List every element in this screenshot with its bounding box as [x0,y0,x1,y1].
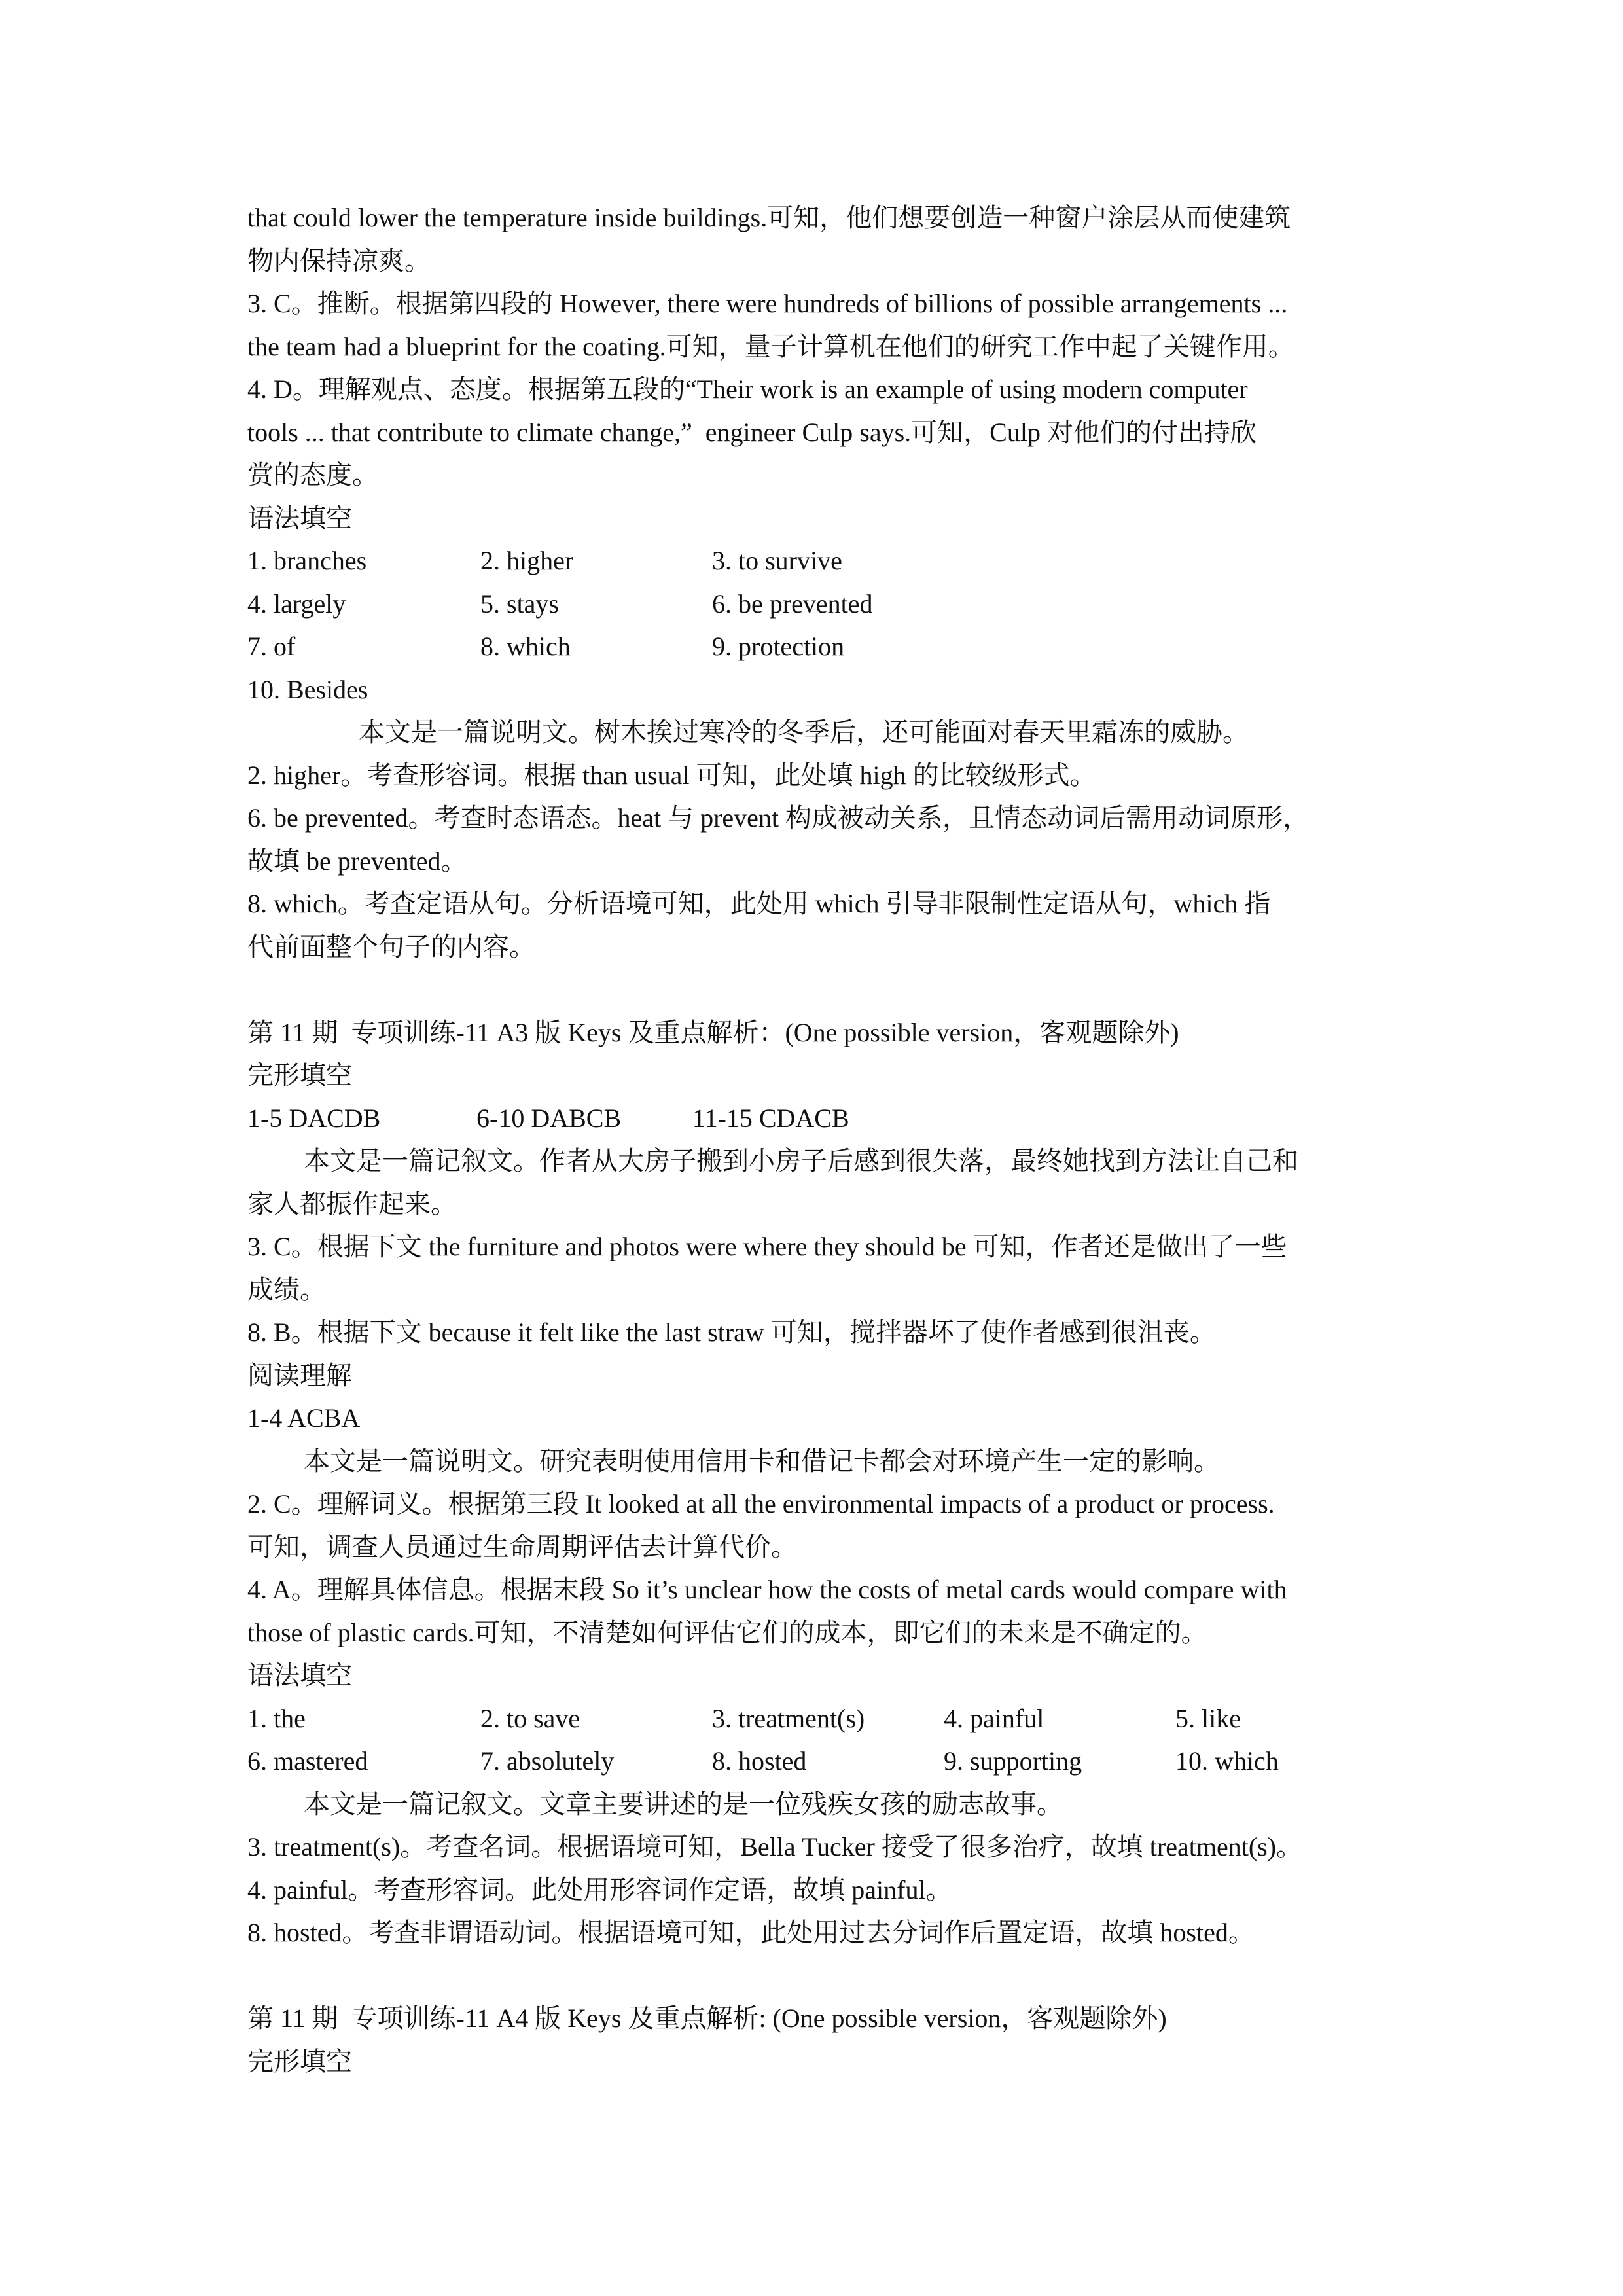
answer-cell: 2. higher [480,546,574,575]
answer-cell: 1-4 ACBA [247,1403,361,1433]
text-line: 8. B。根据下文 because it felt like the last straw 可知，搅拌器坏了使作者感到很沮丧。 [247,1318,1216,1347]
section-heading: 完形填空 [247,2046,352,2076]
text-line: 8. which。考查定语从句。分析语境可知，此处用 which 引导非限制性定语从句，which 指 [247,889,1271,918]
text-line: 成绩。 [247,1274,326,1304]
text-line: 8. hosted。考查非谓语动词。根据语境可知，此处用过去分词作后置定语，故填 hosted。 [247,1918,1255,1947]
summary-line: 本文是一篇说明文。研究表明使用信用卡和借记卡都会对环境产生一定的影响。 [304,1446,1220,1476]
text-line: 4. D。理解观点、态度。根据第五段的“Their work is an example of using modern computer [247,374,1248,404]
text-line: 3. treatment(s)。考查名词。根据语境可知，Bella Tucker 接受了很多治疗，故填 treatment(s)。 [247,1832,1303,1861]
document-page [247,196,1399,2083]
text-line: 4. painful。考查形容词。此处用形容词作定语，故填 painful。 [247,1874,952,1905]
answer-cell: 1. branches [247,546,367,575]
text-line: 物内保持凉爽。 [247,245,431,276]
answer-cell: 8. which [480,632,571,661]
answer-cell: 6-10 DABCB [476,1103,622,1133]
answer-cell: 9. protection [712,632,845,661]
section-heading: 阅读理解 [247,1360,352,1390]
text-line: those of plastic cards.可知，不清楚如何评估它们的成本，即它们的未来是不确定的。 [247,1617,1207,1647]
text-line: the team had a blueprint for the coating.可知，量子计算机在他们的研究工作中起了关键作用。 [247,331,1294,361]
answer-cell: 10. which [1175,1746,1279,1776]
answer-row [247,1097,1399,1140]
answer-cell: 6. be prevented [712,588,873,619]
section-heading: 语法填空 [247,1660,352,1690]
section-heading: 语法填空 [247,503,352,533]
text-line: that could lower the temperature inside buildings.可知，他们想要创造一种窗户涂层从而使建筑 [247,203,1291,232]
answer-cell: 4. largely [247,588,346,619]
answer-cell: 5. stays [480,588,559,619]
answer-cell: 11-15 CDACB [692,1103,849,1133]
summary-line: 本文是一篇记叙文。作者从大房子搬到小房子后感到很失落，最终她找到方法让自己和 [304,1146,1298,1175]
text-line: tools ... that contribute to climate change,” engineer Culp says.可知，Culp 对他们的付出持欣 [247,417,1257,447]
answer-cell: 7. of [247,632,296,661]
answer-cell: 7. absolutely [480,1746,615,1776]
answer-cell: 1-5 DACDB [247,1103,381,1133]
answer-cell: 6. mastered [247,1746,368,1776]
answer-cell: 3. treatment(s) [712,1703,865,1733]
answer-row [247,1697,1399,1740]
section-title: 第 11 期 专项训练-11 A3 版 Keys 及重点解析：(One possible version，客观题除外) [247,1017,1179,1047]
text-line: 故填 be prevented。 [247,846,467,876]
text-line: 3. C。推断。根据第四段的 However, there were hundreds of billions of possible arrangements ... [247,289,1288,318]
summary-line: 本文是一篇说明文。树木挨过寒冷的冬季后，还可能面对春天里霜冻的威胁。 [359,717,1249,747]
answer-cell: 10. Besides [247,674,368,704]
answer-cell: 9. supporting [944,1746,1082,1776]
answer-cell: 3. to survive [712,546,842,575]
answer-cell: 5. like [1175,1703,1241,1733]
answer-row [247,583,1399,626]
text-line: 赏的态度。 [247,460,378,490]
text-line: 4. A。理解具体信息。根据末段 So it’s unclear how the costs of metal cards would compare with [247,1575,1287,1604]
answer-row [247,1740,1399,1783]
text-line: 6. be prevented。考查时态语态。heat 与 prevent 构成被动关系，且情态动词后需用动词原形， [247,803,1310,833]
summary-line: 本文是一篇记叙文。文章主要讲述的是一位残疾女孩的励志故事。 [304,1789,1063,1819]
text-line: 可知，调查人员通过生命周期评估去计算代价。 [247,1532,797,1562]
answer-cell: 1. the [247,1703,306,1733]
answer-row [247,625,1399,668]
section-title: 第 11 期 专项训练-11 A4 版 Keys 及重点解析: (One possible version，客观题除外) [247,2003,1167,2033]
section-heading: 完形填空 [247,1060,352,1090]
text-line: 家人都振作起来。 [247,1189,457,1219]
text-line: 2. C。理解词义。根据第三段 It looked at all the environmental impacts of a product or process. [247,1489,1275,1518]
answer-cell: 4. painful [944,1703,1044,1733]
text-line: 3. C。根据下文 the furniture and photos were where they should be 可知，作者还是做出了一些 [247,1232,1287,1261]
text-line: 2. higher。考查形容词。根据 than usual 可知，此处填 high 的比较级形式。 [247,760,1096,790]
text-line: 代前面整个句子的内容。 [247,931,535,961]
answer-cell: 2. to save [480,1703,580,1733]
answer-row [247,539,1399,583]
answer-cell: 8. hosted [712,1746,807,1776]
